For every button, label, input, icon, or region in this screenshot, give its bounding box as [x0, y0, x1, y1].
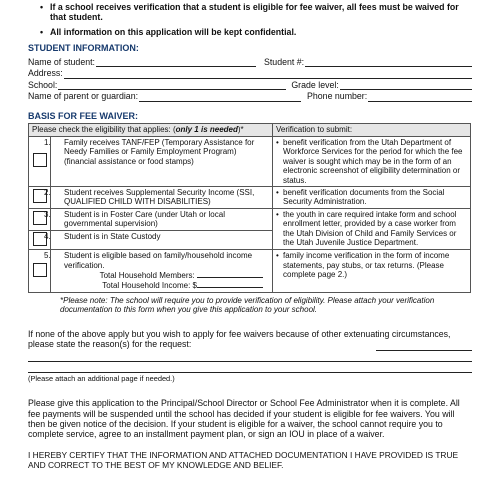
phone-label: Phone number: — [307, 91, 368, 102]
school-row — [28, 79, 472, 91]
bullet-dot: • — [276, 251, 279, 261]
verification-text: benefit verification from the Utah Department of Workforce Services for the period for which the fee waiver is sought which may be in the form of an electronic screenshot of eligibility determination or status. — [283, 137, 463, 185]
table-header-row — [29, 124, 471, 136]
reason-line-2[interactable] — [28, 351, 472, 362]
verification-text: family income verification in the form of income statements, pay stubs, or tax returns. (Please complete page 2.) — [283, 251, 450, 280]
grade-level-field[interactable] — [340, 81, 472, 90]
household-income-checkbox[interactable] — [33, 263, 47, 277]
parent-field[interactable] — [139, 93, 301, 102]
table-row: 3. Student is in Foster Care (under Utah or local governmental supervision) • the youth in care required intake form and school enrollment letter, provided by a case worker from the Utah Division of Child and Family Services or the Utah Juvenile Justice Department. — [29, 208, 471, 230]
table-row: 2. Student receives Supplemental Security Income (SSI, QUALIFIED CHILD WITH DISABILITIES) • benefit verification documents from the Social Security Administration. — [29, 186, 471, 208]
parent-row — [28, 90, 472, 102]
bullet-item — [40, 2, 472, 23]
student-number-label: Student #: — [264, 56, 305, 67]
verification-column-header: Verification to submit: — [273, 124, 471, 136]
household-income-label: Total Household Income: $ — [102, 281, 197, 291]
student-name-label: Name of student: — [28, 56, 95, 67]
criteria-text: Student is eligible based on family/household income verification. — [64, 251, 253, 270]
bullet-dot: • — [276, 209, 279, 219]
reason-line-1[interactable] — [376, 340, 472, 351]
phone-field[interactable] — [368, 93, 472, 102]
notice-bullets — [28, 2, 472, 37]
verification-note: *Please note: The school will require you to provide verification of eligibility. Please attach your verification documentation to this form when you give this application to your school. — [60, 295, 435, 315]
bullet-dot: • — [276, 187, 279, 197]
table-row: 4. Student is in State Custody — [29, 230, 471, 249]
attach-page-note: (Please attach an additional page if needed.) — [28, 373, 175, 383]
submission-instructions: Please give this application to the Principal/School Director or School Fee Administrator when it is complete. All fee payments will be suspended until the school has decided if your student is eligible for fee waivers. You will then be given notice of the decision. If your student is eligible for a waiver, the school cannot require you to complete service, agree to an installment payment plan, or sign an IOU in place of a waiver. — [28, 398, 460, 440]
household-members-field[interactable] — [197, 270, 263, 278]
table-row: 5. Student is eligible based on family/household income verification. Total Household Members: Total Household Income: $ • family income verification in the form of income statements, pay stubs, or tax returns. (Please complete page 2.) — [29, 250, 471, 293]
bullet-text: If a school receives verification that a student is eligible for fee waiver, all fees must be waived for that student. — [50, 2, 459, 23]
criteria-text: Student is in State Custody — [64, 231, 161, 241]
reason-line-3[interactable] — [28, 362, 472, 373]
verification-text: benefit verification documents from the Social Security Administration. — [283, 187, 445, 207]
criteria-text: Student is in Foster Care (under Utah or local governmental supervision) — [64, 209, 225, 229]
basis-heading: BASIS FOR FEE WAIVER: — [28, 110, 139, 121]
bullet-text: All information on this application will be kept confidential. — [50, 26, 297, 37]
tanf-checkbox[interactable] — [33, 153, 47, 167]
address-label: Address: — [28, 68, 63, 79]
bullet-dot: • — [40, 26, 44, 37]
household-members-label: Total Household Members: — [99, 271, 195, 281]
eligibility-column-header: Please check the eligibility that applies: (only 1 is needed)* — [29, 124, 273, 136]
household-income-field[interactable] — [197, 280, 263, 288]
student-number-field[interactable] — [305, 58, 472, 67]
bullet-dot: • — [40, 2, 44, 12]
student-name-field[interactable] — [96, 58, 256, 67]
certification-statement: I HEREBY CERTIFY THAT THE INFORMATION AND ATTACHED DOCUMENTATION I HAVE PROVIDED IS TRUE AND CORRECT TO THE BEST OF MY KNOWLEDGE AND BELIEF. — [28, 449, 459, 470]
eligibility-table — [28, 123, 471, 293]
criteria-text: Family receives TANF/FEP (Temporary Assistance for Needy Families or Family Employment Program) (financial assistance or food stamps) — [64, 137, 255, 166]
school-field[interactable] — [58, 81, 286, 90]
bullet-dot: • — [276, 137, 279, 147]
address-field[interactable] — [64, 70, 472, 79]
parent-label: Name of parent or guardian: — [28, 91, 139, 102]
grade-level-label: Grade level: — [291, 79, 339, 90]
student-name-row — [28, 56, 472, 68]
school-label: School: — [28, 79, 58, 90]
verification-text: the youth in care required intake form and school enrollment letter, provided by a case worker from the Utah Division of Child and Family Services or the Utah Juvenile Justice Department. — [283, 209, 457, 248]
extenuating-circumstances-text: If none of the above apply but you wish to apply for fee waivers because of other extenuating circumstances, please state the reason(s) for the request: — [28, 328, 451, 350]
table-row: 1. Family receives TANF/FEP (Temporary Assistance for Needy Families or Family Employment Program) (financial assistance or food stamps) • benefit verification from the Utah Department of Workforce Services for the period for which the fee waiver is sought which may be in the form of an electronic screenshot of eligibility determination or status. — [29, 136, 471, 186]
student-info-heading: STUDENT INFORMATION: — [28, 43, 139, 54]
bullet-item — [40, 27, 472, 37]
address-row — [28, 67, 472, 79]
criteria-text: Student receives Supplemental Security Income (SSI, QUALIFIED CHILD WITH DISABILITIES) — [64, 187, 255, 207]
